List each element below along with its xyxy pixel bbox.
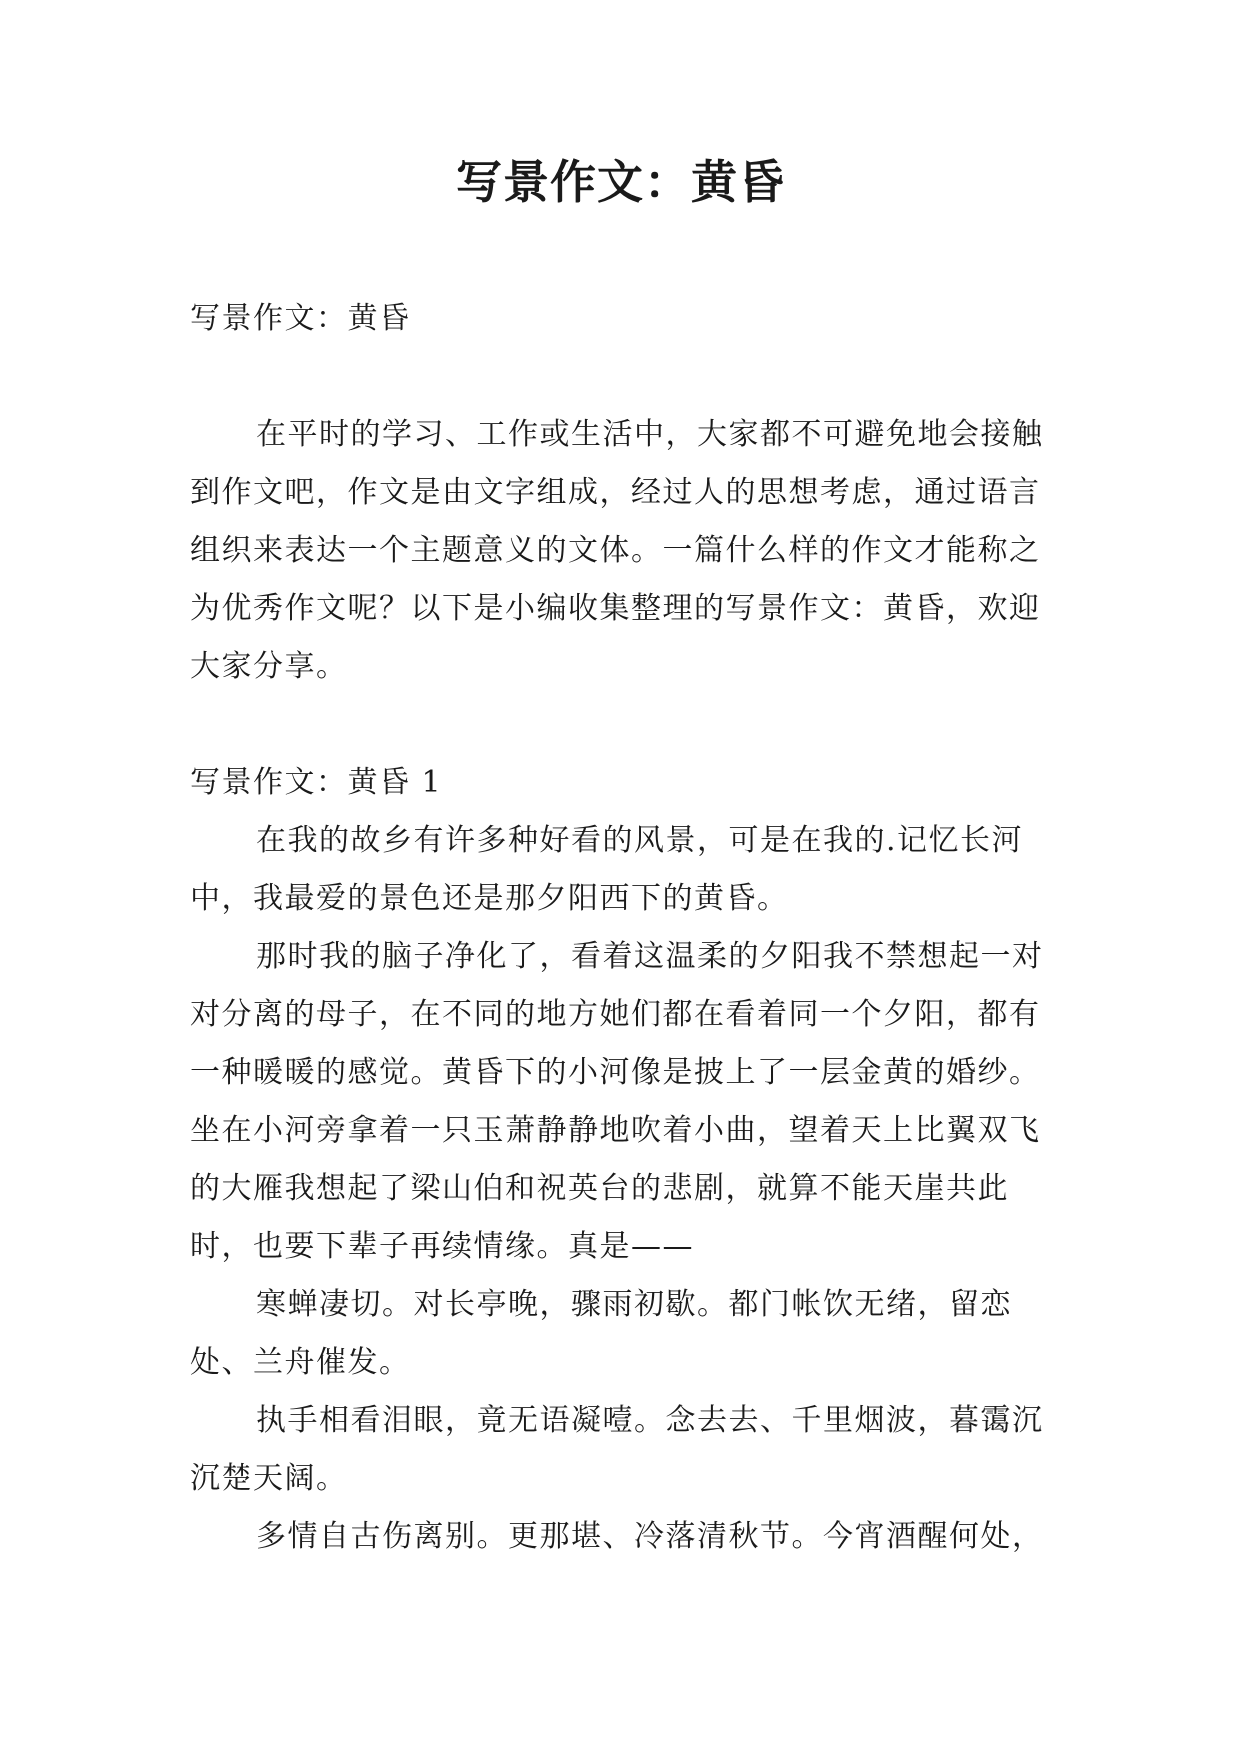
document-body — [190, 290, 1054, 1566]
spacer — [190, 348, 1054, 406]
body-paragraph: 寒蝉凄切。对长亭晚，骤雨初歇。都门帐饮无绪，留恋处、兰舟催发。 — [190, 1287, 1012, 1380]
body-paragraph: 那时我的脑子净化了，看着这温柔的夕阳我不禁想起一对对分离的母子，在不同的地方她们都在看着同一个夕阳，都有一种暖暖的感觉。黄昏下的小河像是披上了一层金黄的婚纱。坐在小河旁拿着一只玉萧静静地吹着小曲，望着天上比翼双飞的大雁我想起了梁山伯和祝英台的悲剧，就算不能天崖共此时，也要下辈子再续情缘。真是—— — [190, 939, 1044, 1264]
intro-paragraph: 在平时的学习、工作或生活中，大家都不可避免地会接触到作文吧，作文是由文字组成，经过人的思想考虑，通过语言组织来表达一个主题意义的文体。一篇什么样的作文才能称之为优秀作文呢？以下是小编收集整理的写景作文：黄昏，欢迎大家分享。 — [190, 417, 1044, 684]
body-paragraph: 在我的故乡有许多种好看的风景，可是在我的.记忆长河中，我最爱的景色还是那夕阳西下的黄昏。 — [190, 823, 1024, 916]
document-subtitle: 写景作文：黄昏 — [190, 301, 411, 336]
section-heading: 写景作文：黄昏 1 — [190, 765, 443, 800]
body-paragraph: 执手相看泪眼，竟无语凝噎。念去去、千里烟波，暮霭沉沉楚天阔。 — [190, 1403, 1044, 1496]
document-title: 写景作文：黄昏 — [456, 155, 785, 209]
body-paragraph: 多情自古伤离别。更那堪、冷落清秋节。今宵酒醒何处， — [256, 1519, 1044, 1554]
spacer — [190, 696, 1054, 754]
